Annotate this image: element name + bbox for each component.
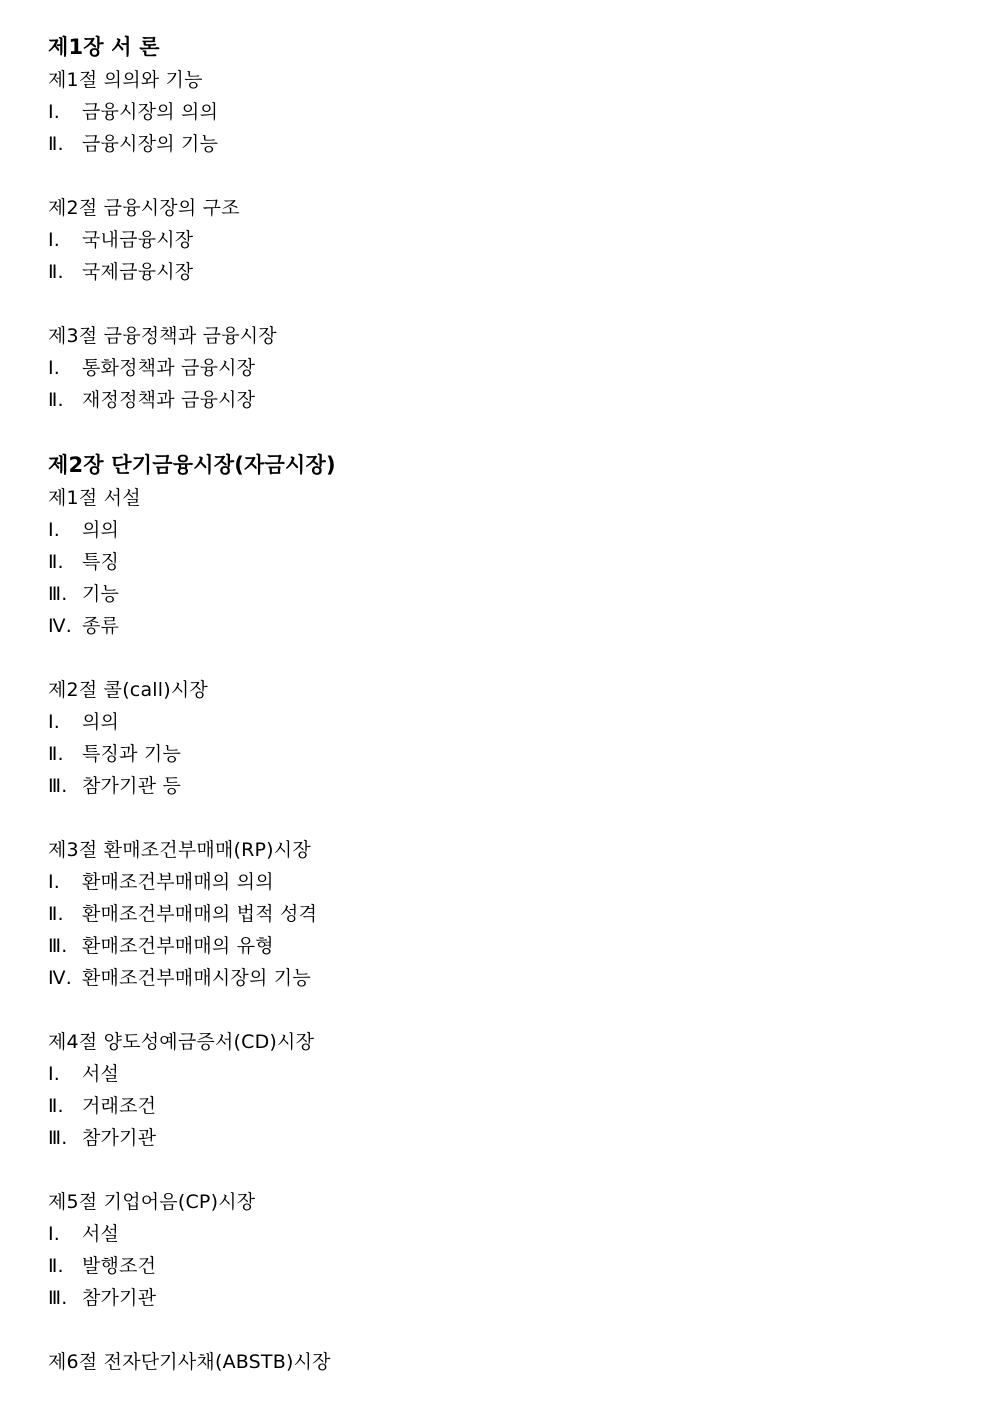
item-text: 금융시장의 의의: [82, 101, 219, 123]
item-text: 서설: [82, 1063, 120, 1085]
list-item: [48, 962, 944, 994]
item-text: 종류: [82, 615, 120, 637]
item-text: 국제금융시장: [82, 261, 194, 283]
spacer: [48, 1154, 944, 1186]
spacer: [48, 288, 944, 320]
item-number: Ⅲ.: [48, 775, 68, 797]
item-text: 환매조건부매매의 의의: [82, 871, 274, 893]
item-text: 국내금융시장: [82, 229, 194, 251]
section-title: 제1절 의의와 기능: [48, 69, 203, 91]
item-text: 의의: [82, 519, 120, 541]
spacer: [48, 802, 944, 834]
list-item: [48, 96, 944, 128]
item-number: Ⅱ.: [48, 389, 64, 411]
chapter-title: 제1장 서 론: [48, 35, 160, 59]
spacer: [48, 1314, 944, 1346]
item-text: 특징: [82, 551, 120, 573]
section-title: 제2절 콜(call)시장: [48, 679, 208, 701]
item-number: Ⅳ.: [48, 615, 72, 637]
item-number: Ⅰ.: [48, 229, 61, 251]
list-item: [48, 128, 944, 160]
item-number: Ⅱ.: [48, 133, 64, 155]
item-number: Ⅰ.: [48, 1063, 61, 1085]
spacer: [48, 160, 944, 192]
list-item: [48, 224, 944, 256]
item-number: Ⅱ.: [48, 903, 64, 925]
item-number: Ⅲ.: [48, 935, 68, 957]
item-number: Ⅲ.: [48, 583, 68, 605]
item-text: 의의: [82, 711, 120, 733]
item-number: Ⅱ.: [48, 1255, 64, 1277]
item-text: 참가기관: [82, 1127, 157, 1149]
list-item: [48, 898, 944, 930]
list-item: [48, 866, 944, 898]
list-item: [48, 578, 944, 610]
list-item: [48, 1090, 944, 1122]
table-of-contents: [48, 30, 944, 1378]
item-number: Ⅰ.: [48, 711, 61, 733]
item-number: Ⅱ.: [48, 551, 64, 573]
list-item: [48, 930, 944, 962]
section-title: 제6절 전자단기사채(ABSTB)시장: [48, 1351, 331, 1373]
item-number: Ⅰ.: [48, 357, 61, 379]
item-text: 환매조건부매매의 유형: [82, 935, 274, 957]
list-item: [48, 610, 944, 642]
item-number: Ⅲ.: [48, 1127, 68, 1149]
item-text: 환매조건부매매시장의 기능: [82, 967, 311, 989]
item-number: Ⅰ.: [48, 519, 61, 541]
item-text: 참가기관 등: [82, 775, 182, 797]
item-text: 특징과 기능: [82, 743, 182, 765]
spacer: [48, 642, 944, 674]
list-item: [48, 256, 944, 288]
section-title: 제3절 금융정책과 금융시장: [48, 325, 277, 347]
list-item: [48, 352, 944, 384]
item-number: Ⅳ.: [48, 967, 72, 989]
item-text: 기능: [82, 583, 120, 605]
list-item: [48, 514, 944, 546]
section-title: 제3절 환매조건부매매(RP)시장: [48, 839, 311, 861]
item-number: Ⅰ.: [48, 871, 61, 893]
spacer: [48, 416, 944, 448]
section-title: 제4절 양도성예금증서(CD)시장: [48, 1031, 315, 1053]
list-item: [48, 1250, 944, 1282]
item-text: 서설: [82, 1223, 120, 1245]
item-number: Ⅱ.: [48, 743, 64, 765]
section-title: 제5절 기업어음(CP)시장: [48, 1191, 256, 1213]
chapter-title: 제2장 단기금융시장(자금시장): [48, 453, 336, 477]
list-item: [48, 1122, 944, 1154]
item-text: 재정정책과 금융시장: [82, 389, 256, 411]
list-item: [48, 1058, 944, 1090]
item-number: Ⅰ.: [48, 1223, 61, 1245]
item-text: 환매조건부매매의 법적 성격: [82, 903, 318, 925]
section-title: 제1절 서설: [48, 487, 141, 509]
item-number: Ⅱ.: [48, 1095, 64, 1117]
item-number: Ⅲ.: [48, 1287, 68, 1309]
item-text: 통화정책과 금융시장: [82, 357, 256, 379]
list-item: [48, 384, 944, 416]
item-number: Ⅱ.: [48, 261, 64, 283]
item-text: 금융시장의 기능: [82, 133, 219, 155]
list-item: [48, 1282, 944, 1314]
item-text: 거래조건: [82, 1095, 157, 1117]
item-text: 참가기관: [82, 1287, 157, 1309]
list-item: [48, 770, 944, 802]
spacer: [48, 994, 944, 1026]
section-title: 제2절 금융시장의 구조: [48, 197, 240, 219]
item-text: 발행조건: [82, 1255, 157, 1277]
list-item: [48, 546, 944, 578]
list-item: [48, 1218, 944, 1250]
list-item: [48, 706, 944, 738]
list-item: [48, 738, 944, 770]
item-number: Ⅰ.: [48, 101, 61, 123]
